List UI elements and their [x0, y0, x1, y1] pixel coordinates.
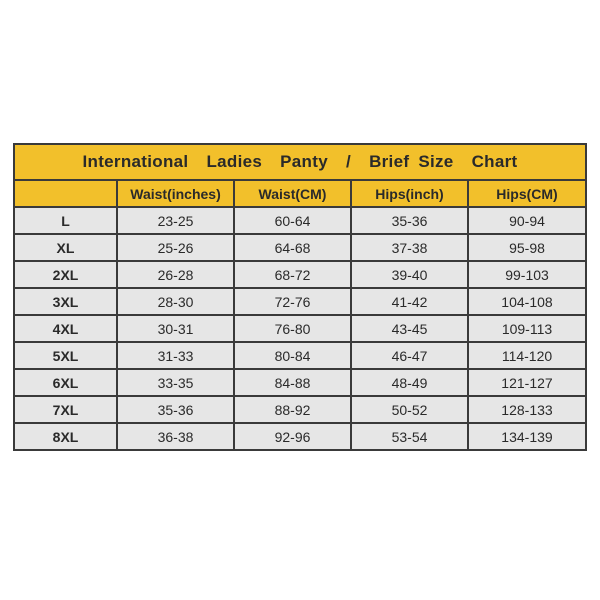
cell-hips-inch: 48-49 [351, 369, 468, 396]
table-row [15, 396, 585, 423]
cell-hips-cm: 99-103 [468, 261, 585, 288]
header-cell-waist-cm: Waist(CM) [234, 181, 351, 207]
cell-waist-inches: 30-31 [117, 315, 234, 342]
table-row [15, 423, 585, 449]
cell-waist-cm: 92-96 [234, 423, 351, 449]
cell-size: 4XL [15, 315, 117, 342]
cell-waist-inches: 25-26 [117, 234, 234, 261]
size-chart [13, 143, 587, 451]
cell-hips-cm: 95-98 [468, 234, 585, 261]
cell-hips-inch: 46-47 [351, 342, 468, 369]
cell-waist-cm: 88-92 [234, 396, 351, 423]
cell-hips-cm: 109-113 [468, 315, 585, 342]
cell-waist-cm: 68-72 [234, 261, 351, 288]
cell-hips-cm: 121-127 [468, 369, 585, 396]
header-cell-waist-inches: Waist(inches) [117, 181, 234, 207]
cell-size: 5XL [15, 342, 117, 369]
cell-waist-cm: 84-88 [234, 369, 351, 396]
table-row [15, 342, 585, 369]
table-row [15, 261, 585, 288]
cell-hips-inch: 50-52 [351, 396, 468, 423]
header-cell-hips-cm: Hips(CM) [468, 181, 585, 207]
header-cell-size [15, 181, 117, 207]
chart-title: International Ladies Panty / Brief Size Chart [15, 145, 585, 181]
cell-hips-cm: 104-108 [468, 288, 585, 315]
cell-waist-inches: 33-35 [117, 369, 234, 396]
cell-size: 7XL [15, 396, 117, 423]
cell-size: 6XL [15, 369, 117, 396]
cell-hips-inch: 53-54 [351, 423, 468, 449]
header-cell-hips-inch: Hips(inch) [351, 181, 468, 207]
cell-waist-cm: 60-64 [234, 207, 351, 234]
cell-hips-inch: 39-40 [351, 261, 468, 288]
cell-waist-cm: 64-68 [234, 234, 351, 261]
cell-waist-inches: 28-30 [117, 288, 234, 315]
header-row [15, 181, 585, 207]
cell-size: L [15, 207, 117, 234]
cell-waist-inches: 36-38 [117, 423, 234, 449]
cell-waist-cm: 72-76 [234, 288, 351, 315]
table-body [15, 207, 585, 449]
cell-hips-inch: 41-42 [351, 288, 468, 315]
table-row [15, 288, 585, 315]
cell-waist-inches: 26-28 [117, 261, 234, 288]
cell-waist-inches: 35-36 [117, 396, 234, 423]
cell-waist-cm: 76-80 [234, 315, 351, 342]
cell-size: 2XL [15, 261, 117, 288]
cell-hips-cm: 134-139 [468, 423, 585, 449]
table-row [15, 315, 585, 342]
cell-hips-cm: 114-120 [468, 342, 585, 369]
cell-size: XL [15, 234, 117, 261]
cell-hips-inch: 37-38 [351, 234, 468, 261]
cell-waist-inches: 31-33 [117, 342, 234, 369]
table-row [15, 207, 585, 234]
cell-waist-cm: 80-84 [234, 342, 351, 369]
cell-waist-inches: 23-25 [117, 207, 234, 234]
table-row [15, 369, 585, 396]
cell-size: 3XL [15, 288, 117, 315]
cell-hips-cm: 90-94 [468, 207, 585, 234]
cell-hips-inch: 35-36 [351, 207, 468, 234]
size-table [15, 181, 585, 449]
cell-hips-inch: 43-45 [351, 315, 468, 342]
cell-size: 8XL [15, 423, 117, 449]
cell-hips-cm: 128-133 [468, 396, 585, 423]
table-row [15, 234, 585, 261]
